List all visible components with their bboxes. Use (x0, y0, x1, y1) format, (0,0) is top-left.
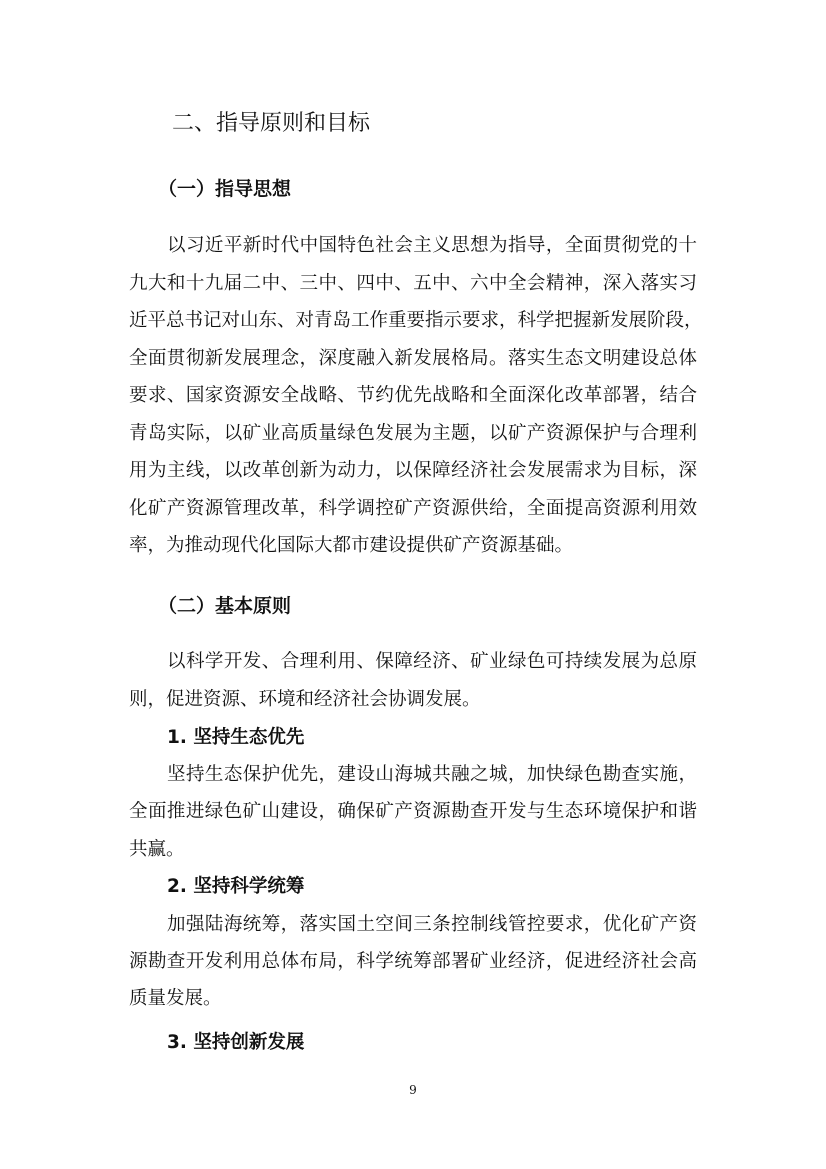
text-line: 则，促进资源、环境和经济社会协调发展。 (129, 689, 481, 710)
text-line: 要求、国家资源安全战略、节约优先战略和全面深化改革部署，结合 (129, 385, 697, 406)
text-line: 化矿产资源管理改革，科学调控矿产资源供给，全面提高资源利用效 (129, 498, 697, 519)
subsection-title-basic-principles: （二）基本原则 (158, 595, 292, 617)
text-line: 率，为推动现代化国际大都市建设提供矿产资源基础。 (129, 535, 574, 556)
text-line: 九大和十九届二中、三中、四中、五中、六中全会精神，深入落实习 (129, 273, 697, 294)
text-line: 坚持生态保护优先，建设山海城共融之城，加快绿色勘查实施， (167, 764, 697, 785)
subsection-title-guiding-ideology: （一）指导思想 (158, 178, 292, 200)
text-line: 全面推进绿色矿山建设，确保矿产资源勘查开发与生态环境保护和谐 (129, 801, 697, 822)
text-line: 质量发展。 (129, 988, 222, 1009)
text-line: 以科学开发、合理利用、保障经济、矿业绿色可持续发展为总原 (167, 651, 697, 672)
text-line: 全面贯彻新发展理念，深度融入新发展格局。落实生态文明建设总体 (129, 348, 697, 369)
text-line: 用为主线，以改革创新为动力，以保障经济社会发展需求为目标，深 (129, 460, 697, 481)
text-line: 源勘查开发利用总体布局，科学统筹部署矿业经济，促进经济社会高 (129, 951, 697, 972)
page-number: 9 (409, 1083, 417, 1097)
text-line: 加强陆海统筹，落实国土空间三条控制线管控要求，优化矿产资 (167, 914, 697, 935)
text-line: 青岛实际，以矿业高质量绿色发展为主题，以矿产资源保护与合理利 (129, 423, 697, 444)
text-line: 近平总书记对山东、对青岛工作重要指示要求，科学把握新发展阶段， (129, 310, 703, 331)
principle-title-1: 1. 坚持生态优先 (167, 727, 305, 748)
principle-title-2: 2. 坚持科学统筹 (167, 876, 305, 897)
text-line: 共赢。 (129, 839, 185, 860)
principle-title-3: 3. 坚持创新发展 (167, 1032, 305, 1053)
section-title: 二、指导原则和目标 (172, 111, 371, 136)
text-line: 以习近平新时代中国特色社会主义思想为指导，全面贯彻党的十 (167, 235, 697, 256)
